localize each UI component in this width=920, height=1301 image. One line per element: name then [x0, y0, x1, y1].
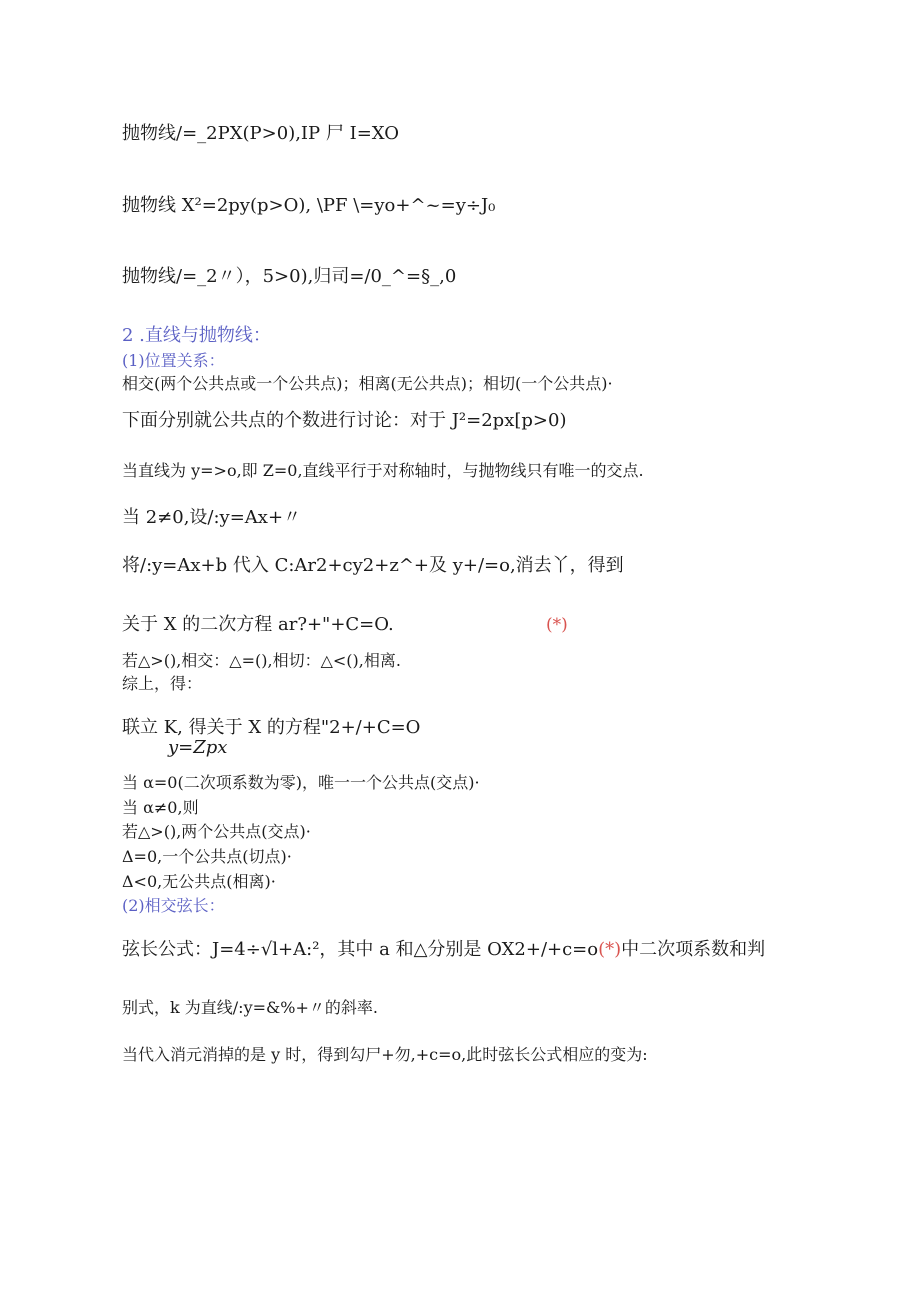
section-heading: 2 .直线与抛物线： — [122, 325, 271, 346]
case-a-zero: 当 α=0(二次项系数为零)，唯一一个公共点(交点)· — [122, 773, 480, 792]
subsection-position-relation: (1)位置关系： — [122, 351, 225, 370]
discussion-intro: 下面分别就公共点的个数进行讨论：对于 J²=2px[p>0) — [122, 410, 567, 431]
case-delta-zero: Δ=0,一个公共点(切点)· — [122, 847, 292, 866]
substitution-step: 将/:y=Ax+b 代入 C:Ar2+cy2+z^+及 y+/=o,消去丫，得到 — [122, 555, 624, 576]
parabola-focal-radius-y: 抛物线 X²=2py(p>O), \PF \=yo+^~=y÷J₀ — [122, 195, 496, 216]
nonzero-case: 当 2≠0,设/:y=Ax+〃 — [122, 507, 302, 528]
conclusion-label: 综上，得： — [122, 674, 203, 693]
relation-summary: 相交(两个公共点或一个公共点)；相离(无公共点)；相切(一个公共点)· — [122, 374, 613, 393]
discriminant-cases: 若△>(),相交：△=(),相切：△<(),相离. — [122, 651, 401, 670]
parallel-case: 当直线为 y=>o,即 Z=0,直线平行于对称轴时，与抛物线只有唯一的交点. — [122, 461, 644, 480]
parabola-equation: y=Zpx — [168, 737, 228, 758]
parabola-focal-radius-x: 抛物线/=_2PX(P>0),IP 尸 I=XO — [122, 123, 400, 144]
case-delta-positive: 若△>(),两个公共点(交点)· — [122, 822, 311, 841]
chord-length-formula — [122, 940, 765, 960]
slope-definition: 别式，k 为直线/:y=&%+〃的斜率. — [122, 998, 378, 1017]
subsection-chord-length: (2)相交弦长： — [122, 896, 225, 915]
chord-formula-marker: (*) — [598, 939, 622, 960]
case-delta-negative: Δ<0,无公共点(相离)· — [122, 872, 276, 891]
combined-equation: 联立 K, 得关于 X 的方程"2+/+C=O — [122, 717, 421, 738]
equation-marker: (*) — [546, 615, 568, 635]
y-elimination-case: 当代入消元消掉的是 y 时，得到勾尸+勿,+c=o,此时弦长公式相应的变为: — [122, 1045, 648, 1064]
quadratic-equation: 关于 X 的二次方程 ar?+"+C=O. — [122, 614, 394, 635]
parabola-focal-radius-neg-x: 抛物线/=_2〃），5>0),归司=/0_^=§_,0 — [122, 266, 457, 287]
chord-formula-text: 弦长公式：J=4÷√l+A:²，其中 a 和△分别是 OX2+/+c=o — [122, 939, 599, 960]
case-a-nonzero: 当 α≠0,则 — [122, 798, 199, 817]
chord-formula-tail: 中二次项系数和判 — [621, 939, 766, 960]
